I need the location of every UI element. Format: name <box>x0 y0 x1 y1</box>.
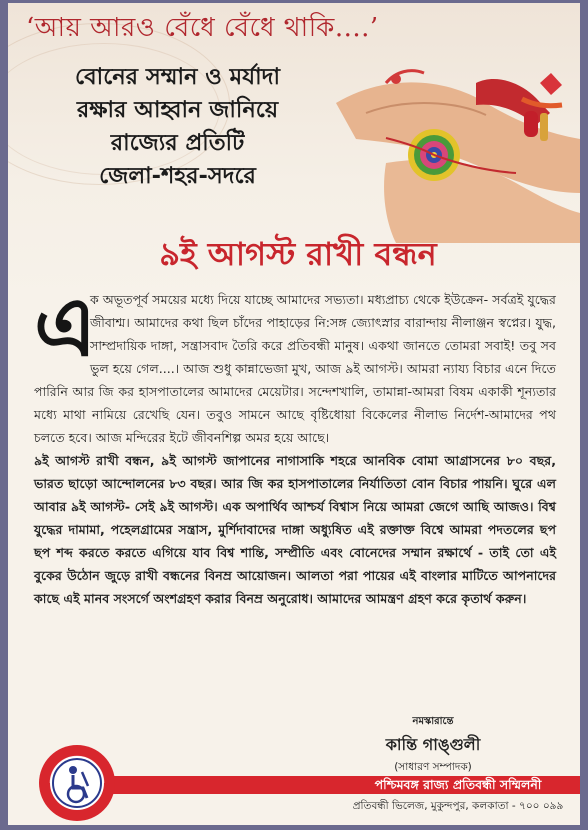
headline-line: জেলা-শহর-সদরে <box>99 163 256 189</box>
signature-greeting: নমস্কারান্তে <box>412 716 454 727</box>
organization-address: প্রতিবন্ধী ভিলেজ, মুকুন্দপুর, কলকাতা - ৭০০ ০৯৯ <box>352 800 564 812</box>
headline-line: বোনের সম্মান ও মর্যাদা <box>75 64 280 90</box>
paragraph-2: ৯ই আগস্ট রাখী বন্ধন, ৯ই আগস্ট জাপানের নাগাসাকি শহরে আনবিক বোমা আগ্রাসনের ৮০ বছর, ভারত ছাড়ো আন্দোলনের ৮৩ বছর। আর জি কর হাসপাতালের নির্যাতিতা বোন বিচার পায়নি। ঘুরে এল আবার ৯ই আগস্ট- সেই ৯ই আগস্ট। এক অপার্থিব আশ্চর্য বিশ্বাস নিয়ে আমরা জেগে আছি আজও। বিশ্ব যুদ্ধের দামামা, পহেলগ্রামের সন্ত্রাস, মুর্শিদাবাদের দাঙ্গা অধ্যুষিত এই রক্তাক্ত বিশ্বে আমরা পদতলের ছপ ছপ শব্দ করতে করতে এগিয়ে যাব বিশ্ব শান্তি, সম্প্রীতি এবং বোনেদের সম্মান রক্ষার্থে - তাই তো এই বুকের উঠোন জুড়ে রাখী বন্ধনের বিনম্র আয়োজন। আলতা পরা পায়ের এই বাংলার মাটিতে আপনাদের কাছে এই মানব সংসর্গে অংশগ্রহণ করার বিনম্র অনুরোধ। আমাদের আমন্ত্রণ গ্রহণ করে কৃতার্থ করুন। <box>34 453 556 606</box>
slogan: ‘আয় আরও বেঁধে বেঁধে থাকি....’ <box>26 13 379 43</box>
drop-cap: এ <box>34 279 97 375</box>
invitation-poster <box>8 3 580 825</box>
letter-body <box>34 279 556 610</box>
headline-line: রাজ্যের প্রতিটি <box>110 130 245 156</box>
event-title: ৯ই আগস্ট রাখী বন্ধন <box>159 235 437 273</box>
organization-name: পশ্চিমবঙ্গ রাজ্য প্রতিবন্ধী সম্মিলনী <box>374 777 542 792</box>
organization-logo <box>38 744 116 822</box>
paragraph-1: ক অভূতপূর্ব সময়ের মধ্যে দিয়ে যাচ্ছে আমাদের সভ্যতা। মধ্যপ্রাচ্য থেকে ইউক্রেন- সর্বত্রই যুদ্ধের জীবাশ্ম। আমাদের কথা ছিল চাঁদের পাহাড়ের নি:সঙ্গ জ্যোৎস্নার বারান্দায় নীলাঞ্জন স্বপ্নের। যুদ্ধ, সাম্প্রদায়িক দাঙ্গা, সন্ত্রাসবাদ তৈরি করে প্রতিবন্ধী মানুষ। একথা জানতে তোমরা সবাই! তবু সব ভুল হয়ে গেল....। আজ শুধু কান্নাভেজা মুখ, আজ ৯ই আগস্ট। আমরা ন্যায্য বিচার এনে দিতে পারিনি আর জি কর হাসপাতালের আমাদের মেয়েটার। সন্দেশখালি, তামান্না-আমরা বিষম একাকী শূন্যতার মধ্যে মাথা নামিয়ে রেখেছি যেন। তবুও সামনে আছে বৃষ্টিধোয়া বিকেলের নীলাভ নির্দেশ-আমাদের পথ চলতে হবে। আজ মন্দিরের ইটে জীবনশিল্প অমর হয়ে আছে। <box>34 292 556 445</box>
signatory-name: কান্তি গাঙ্গুলী <box>385 735 481 754</box>
headline <box>30 61 325 193</box>
rakhi-hands-illustration <box>326 43 580 243</box>
signatory-role: (সাধারণ সম্পাদক) <box>394 761 472 773</box>
headline-line: রক্ষার আহ্বান জানিয়ে <box>76 97 279 123</box>
signature-block <box>308 714 558 777</box>
